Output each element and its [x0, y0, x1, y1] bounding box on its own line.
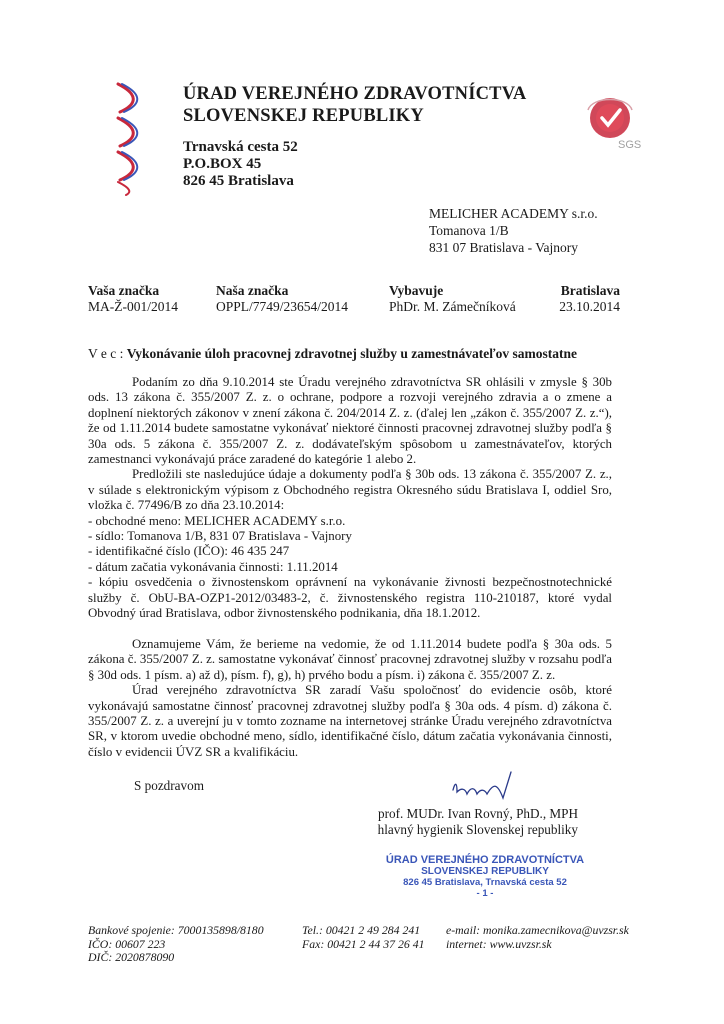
official-stamp	[385, 855, 585, 899]
footer-fax: Fax: 00421 2 44 37 26 41	[302, 936, 425, 951]
footer-bank-info	[88, 924, 264, 965]
body-paragraph-3: Oznamujeme Vám, že berieme na vedomie, že od 1.11.2014 budete podľa § 30a ods. 5 zákona č. 355/2007 Z. z. samostatne vykonávať činnosť pracovnej zdravotnej služby v rozsahu podľa § 30d ods. 1 písm. a) až d), písm. f), g), h) prvého bodu a písm. i) zákona č. 355/2007 Z. z.	[88, 636, 612, 682]
office-title	[183, 83, 526, 127]
your-reference-value: MA-Ž-001/2014	[88, 299, 178, 314]
sgs-text: SGS	[618, 139, 642, 151]
list-item: - kópiu osvedčenia o živnostenskom oprávnení na vykonávanie živnosti bezpečnostnotechnické služby č. ObU-BA-OZP1-2012/03483-2, č. živnostenského registra 110-210187, ktoré vydal Obvodný úrad Bratislava, odbor živnostenského podnikania, dňa 18.1.2012.	[88, 575, 612, 621]
our-reference	[216, 283, 348, 315]
body-paragraph-4: Úrad verejného zdravotníctva SR zaradí Vašu spoločnosť do evidencie osôb, ktoré vykonávajú samostatne činnosť pracovnej zdravotnej služby podľa § 30a ods. 4 písm. d) zákona č. 355/2007 Z. z. a uverejní ju v tomto zozname na internetovej stránke Úradu verejného zdravotníctva SR, v ktorom uvedie obchodné meno, sídlo, identifikačné číslo, dátum začatia vykonávania činnosti, číslo v evidencii ÚVZ SR a kvalifikáciu.	[88, 683, 612, 759]
recipient-street: Tomanova 1/B	[429, 223, 509, 238]
office-pobox: P.O.BOX 45	[183, 156, 262, 172]
office-city: 826 45 Bratislava	[183, 173, 294, 189]
footer-phone-info	[302, 924, 425, 951]
office-title-line2: SLOVENSKEJ REPUBLIKY	[183, 106, 424, 126]
recipient-name: MELICHER ACADEMY s.r.o.	[429, 206, 598, 221]
our-reference-value: OPPL/7749/23654/2014	[216, 299, 349, 314]
office-ribbon-logo	[108, 78, 152, 196]
recipient-city: 831 07 Bratislava - Vajnory	[429, 240, 578, 255]
footer-contact-info	[446, 924, 629, 951]
place-and-date	[540, 283, 620, 315]
footer-email: e-mail: monika.zamecnikova@uvzsr.sk	[446, 923, 629, 937]
handled-by-label: Vybavuje	[389, 283, 444, 298]
footer-ico: IČO: 00607 223	[88, 936, 166, 951]
subject-line	[88, 346, 577, 362]
body-paragraph-2: Predložili ste nasledujúce údaje a dokumenty podľa § 30b ods. 13 zákona č. 355/2007 Z. z., v súlade s elektronickým výpisom z Obchodného registra Okresného súdu Bratislava I, oddiel Sro, vložka č. 77496/B zo dňa 23.10.2014:	[88, 467, 612, 513]
handled-by	[389, 283, 516, 315]
signer-name: prof. MUDr. Ivan Rovný, PhD., MPH	[377, 806, 578, 821]
office-address	[183, 139, 298, 190]
your-reference	[88, 283, 178, 315]
handled-by-value: PhDr. M. Zámečníková	[389, 299, 516, 314]
office-street: Trnavská cesta 52	[183, 139, 298, 155]
stamp-line-2: SLOVENSKEJ REPUBLIKY	[421, 866, 549, 877]
recipient-address	[429, 205, 598, 256]
list-item: - identifikačné číslo (IČO): 46 435 247	[88, 544, 290, 559]
letter-body	[88, 375, 612, 760]
subject-prefix: V e c :	[88, 346, 124, 361]
signer-title: hlavný hygienik Slovenskej republiky	[377, 822, 578, 837]
our-reference-label: Naša značka	[216, 283, 289, 298]
list-item: - dátum začatia vykonávania činnosti: 1.11.2014	[88, 559, 338, 574]
footer-dic: DIČ: 2020878090	[88, 950, 175, 965]
body-paragraph-1: Podaním zo dňa 9.10.2014 ste Úradu verejného zdravotníctva SR ohlásili v zmysle § 30b ods. 13 zákona č. 355/2007 Z. z. o ochrane, podpore a rozvoji verejného zdravia a o zmene a doplnení niektorých zákonov v znení zákona č. 204/2014 Z. z. (ďalej len „zákon č. 355/2007 Z. z.“), že od 1.11.2014 budete samostatne vykonávať niektoré činnosti pracovnej zdravotnej služby podľa § 30a ods. 5 zákona č. 355/2007 Z. z. dodávateľským spôsobom u zamestnávateľov, ktorých zamestnanci vykonávajú práce zaradené do kategórie 1 alebo 2.	[88, 375, 612, 467]
closing-greeting: S pozdravom	[134, 778, 204, 793]
stamp-line-4: - 1 -	[476, 888, 494, 899]
subject-text: Vykonávanie úloh pracovnej zdravotnej služby u zamestnávateľov samostatne	[126, 346, 577, 361]
footer-bank: Bankové spojenie: 7000135898/8180	[88, 923, 264, 937]
sgs-certification-logo	[580, 90, 642, 152]
place-label: Bratislava	[560, 283, 620, 298]
your-reference-label: Vaša značka	[88, 283, 160, 298]
office-title-line1: ÚRAD VEREJNÉHO ZDRAVOTNÍCTVA	[183, 84, 527, 104]
list-item: - sídlo: Tomanova 1/B, 831 07 Bratislava - Vajnory	[88, 529, 352, 544]
footer-web: internet: www.uvzsr.sk	[446, 936, 552, 951]
list-item: - obchodné meno: MELICHER ACADEMY s.r.o.	[88, 513, 346, 528]
stamp-line-1: ÚRAD VEREJNÉHO ZDRAVOTNÍCTVA	[385, 854, 585, 866]
footer-tel: Tel.: 00421 2 49 284 241	[302, 923, 421, 937]
stamp-line-3: 826 45 Bratislava, Trnavská cesta 52	[403, 877, 567, 888]
letter-date: 23.10.2014	[559, 299, 620, 314]
handwritten-signature	[445, 768, 525, 808]
signature-block	[372, 806, 578, 838]
